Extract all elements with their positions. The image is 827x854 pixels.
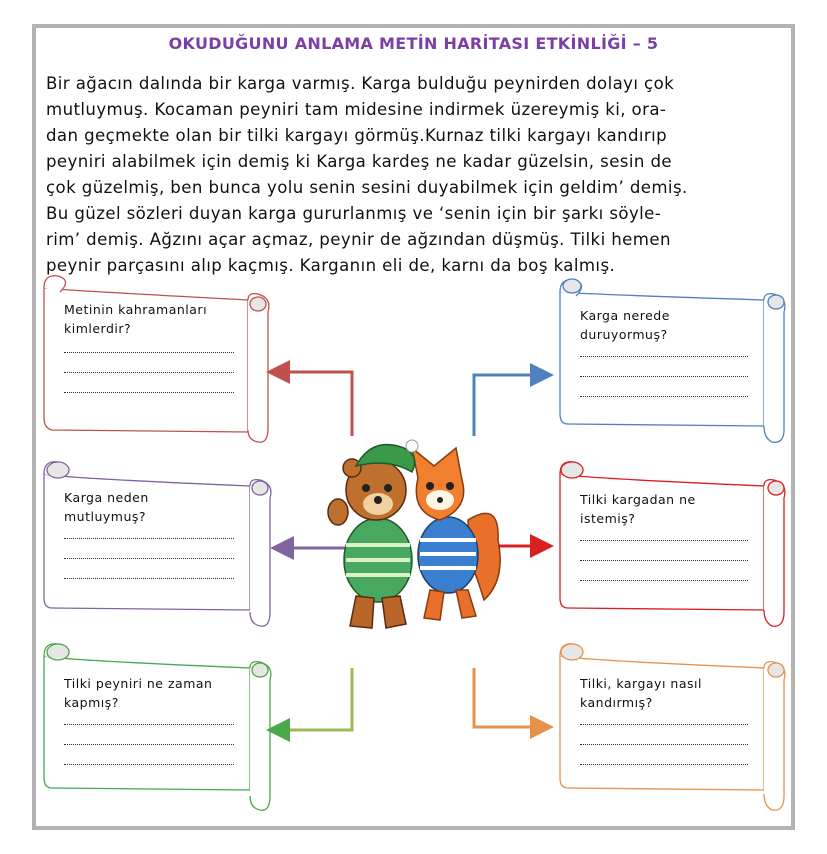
answer-line[interactable]	[64, 764, 234, 765]
scroll-orange	[560, 644, 785, 810]
scroll-green	[44, 644, 271, 810]
answer-line[interactable]	[580, 376, 748, 377]
answer-line[interactable]	[580, 764, 748, 765]
story-line: rim’ demiş. Ağzını açar açmaz, peynir de ağzından düşmüş. Tilki hemen	[46, 230, 671, 249]
answer-line[interactable]	[580, 744, 748, 745]
story-line: mutluymuş. Kocaman peyniri tam midesine indirmek üzereymiş ki, ora-	[46, 100, 667, 119]
question-where	[580, 306, 670, 344]
scroll-purple	[44, 462, 271, 626]
arrow-to-red	[278, 372, 352, 436]
question-line: mutluymuş?	[64, 509, 147, 524]
answer-line[interactable]	[64, 558, 234, 559]
question-when	[64, 674, 212, 712]
story-line: çok güzelmiş, ben bunca yolu senin sesini duyabilmek için geldim’ demiş.	[46, 178, 688, 197]
question-line: kapmış?	[64, 695, 119, 710]
question-line: kimlerdir?	[64, 321, 132, 336]
question-why-happy	[64, 488, 149, 526]
answer-line[interactable]	[64, 392, 234, 393]
worksheet-title: OKUDUĞUNU ANLAMA METİN HARİTASI ETKİNLİĞİ – 5	[168, 34, 659, 53]
answer-line[interactable]	[64, 724, 234, 725]
answer-line[interactable]	[580, 396, 748, 397]
question-line: Karga nerede	[580, 308, 670, 323]
answer-line[interactable]	[64, 352, 234, 353]
question-line: istemiş?	[580, 511, 636, 526]
arrow-to-green	[278, 668, 352, 730]
answer-line[interactable]	[580, 724, 748, 725]
question-line: kandırmış?	[580, 695, 653, 710]
story-line: dan geçmekte olan bir tilki kargayı görmüş.Kurnaz tilki kargayı kandırıp	[46, 126, 668, 145]
answer-line[interactable]	[580, 580, 748, 581]
story-line: peynir parçasını alıp kaçmış. Karganın eli de, karnı da boş kalmış.	[46, 256, 616, 275]
arrow-to-blue	[474, 375, 542, 436]
question-characters	[64, 300, 207, 338]
scroll-crimson	[560, 462, 785, 626]
question-line: Karga neden	[64, 490, 149, 505]
answer-line[interactable]	[64, 744, 234, 745]
story-line: peyniri alabilmek için demiş ki Karga kardeş ne kadar güzelsin, sesin de	[46, 152, 672, 171]
question-how	[580, 674, 702, 712]
bear-and-fox-icon	[328, 440, 500, 628]
answer-line[interactable]	[580, 356, 748, 357]
question-fox-wants	[580, 490, 696, 528]
question-line: Tilki, kargayı nasıl	[580, 676, 702, 691]
question-line: Metinin kahramanları	[64, 302, 208, 317]
question-line: Tilki peyniri ne zaman	[64, 676, 213, 691]
answer-line[interactable]	[580, 540, 748, 541]
answer-line[interactable]	[580, 560, 748, 561]
question-line: duruyormuş?	[580, 327, 668, 342]
arrow-to-orange	[474, 668, 542, 727]
answer-line[interactable]	[64, 538, 234, 539]
scroll-blue	[560, 279, 785, 442]
story-line: Bir ağacın dalında bir karga varmış. Karga bulduğu peynirden dolayı çok	[46, 74, 675, 93]
story-line: Bu güzel sözleri duyan karga gururlanmış ve ‘senin için bir şarkı söyle-	[46, 204, 662, 223]
answer-line[interactable]	[64, 372, 234, 373]
question-line: Tilki kargadan ne	[580, 492, 696, 507]
answer-line[interactable]	[64, 578, 234, 579]
